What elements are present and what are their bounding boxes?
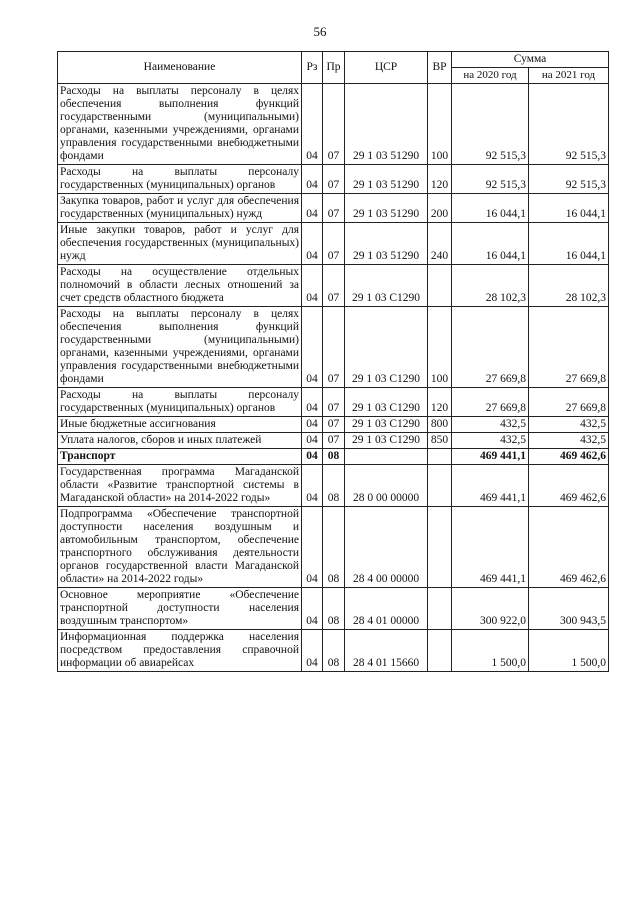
header-year-2020: на 2020 год [452, 68, 529, 84]
row-rz: 04 [302, 507, 323, 588]
row-name: Основное мероприятие «Обеспечение транспортной доступности населения воздушным транспортом» [58, 588, 302, 630]
row-pr: 08 [323, 507, 345, 588]
row-csr: 28 0 00 00000 [345, 465, 428, 507]
row-sum-2021: 432,5 [529, 433, 609, 449]
row-vr: 120 [428, 388, 452, 417]
row-csr: 29 1 03 С1290 [345, 388, 428, 417]
row-vr [428, 465, 452, 507]
row-rz: 04 [302, 223, 323, 265]
table-row [58, 417, 609, 433]
row-csr: 29 1 03 С1290 [345, 433, 428, 449]
row-pr: 07 [323, 84, 345, 165]
row-csr: 29 1 03 51290 [345, 84, 428, 165]
row-pr: 08 [323, 588, 345, 630]
row-sum-2021: 16 044,1 [529, 194, 609, 223]
row-name: Расходы на выплаты персоналу в целях обеспечения выполнения функций государственными (муниципальными) органами, казенными учреждениями, органами управления государственными внебюджетными фондами [58, 84, 302, 165]
row-sum-2020: 27 669,8 [452, 307, 529, 388]
row-sum-2021: 300 943,5 [529, 588, 609, 630]
row-vr: 850 [428, 433, 452, 449]
row-name: Расходы на выплаты персоналу государственных (муниципальных) органов [58, 388, 302, 417]
row-vr: 100 [428, 84, 452, 165]
row-sum-2020: 1 500,0 [452, 630, 529, 672]
row-rz: 04 [302, 194, 323, 223]
header-year-2021: на 2021 год [529, 68, 609, 84]
table-row [58, 165, 609, 194]
table-row [58, 388, 609, 417]
row-sum-2021: 27 669,8 [529, 388, 609, 417]
table-row [58, 465, 609, 507]
row-pr: 07 [323, 433, 345, 449]
row-name: Иные бюджетные ассигнования [58, 417, 302, 433]
row-csr [345, 449, 428, 465]
page-number: 56 [313, 24, 327, 39]
table-row [58, 194, 609, 223]
row-pr: 07 [323, 388, 345, 417]
row-vr [428, 507, 452, 588]
table-header-row [58, 52, 609, 68]
row-csr: 29 1 03 С1290 [345, 307, 428, 388]
row-name: Информационная поддержка населения посредством предоставления справочной информации об авиарейсах [58, 630, 302, 672]
row-pr: 07 [323, 417, 345, 433]
header-vr: ВР [428, 52, 452, 84]
table-row [58, 84, 609, 165]
row-pr: 08 [323, 449, 345, 465]
row-csr: 28 4 00 00000 [345, 507, 428, 588]
row-vr: 100 [428, 307, 452, 388]
header-pr: Пр [323, 52, 345, 84]
row-vr [428, 449, 452, 465]
table-row [58, 630, 609, 672]
row-vr: 200 [428, 194, 452, 223]
row-rz: 04 [302, 630, 323, 672]
header-name: Наименование [58, 52, 302, 84]
row-rz: 04 [302, 588, 323, 630]
row-name: Расходы на выплаты персоналу государственных (муниципальных) органов [58, 165, 302, 194]
row-vr [428, 265, 452, 307]
row-vr: 120 [428, 165, 452, 194]
row-name: Государственная программа Магаданской области «Развитие транспортной системы в Магаданской области» на 2014-2022 годы» [58, 465, 302, 507]
row-csr: 29 1 03 С1290 [345, 417, 428, 433]
row-sum-2020: 16 044,1 [452, 194, 529, 223]
row-rz: 04 [302, 265, 323, 307]
row-sum-2020: 469 441,1 [452, 449, 529, 465]
row-csr: 29 1 03 С1290 [345, 265, 428, 307]
row-rz: 04 [302, 449, 323, 465]
row-sum-2021: 92 515,3 [529, 84, 609, 165]
table-row [58, 588, 609, 630]
header-rz: Рз [302, 52, 323, 84]
row-sum-2020: 28 102,3 [452, 265, 529, 307]
row-csr: 29 1 03 51290 [345, 165, 428, 194]
row-name: Расходы на осуществление отдельных полномочий в области лесных отношений за счет средств областного бюджета [58, 265, 302, 307]
row-rz: 04 [302, 388, 323, 417]
row-sum-2021: 469 462,6 [529, 465, 609, 507]
row-pr: 07 [323, 223, 345, 265]
row-sum-2021: 1 500,0 [529, 630, 609, 672]
row-sum-2021: 16 044,1 [529, 223, 609, 265]
row-sum-2021: 27 669,8 [529, 307, 609, 388]
table-row [58, 265, 609, 307]
row-name: Иные закупки товаров, работ и услуг для обеспечения государственных (муниципальных) нужд [58, 223, 302, 265]
row-sum-2021: 469 462,6 [529, 449, 609, 465]
row-rz: 04 [302, 307, 323, 388]
row-vr [428, 588, 452, 630]
row-sum-2020: 300 922,0 [452, 588, 529, 630]
row-name: Транспорт [58, 449, 302, 465]
row-sum-2020: 92 515,3 [452, 84, 529, 165]
row-name: Уплата налогов, сборов и иных платежей [58, 433, 302, 449]
table-row [58, 507, 609, 588]
row-sum-2020: 92 515,3 [452, 165, 529, 194]
header-sum: Сумма [452, 52, 609, 68]
row-csr: 28 4 01 15660 [345, 630, 428, 672]
row-csr: 28 4 01 00000 [345, 588, 428, 630]
table-row [58, 307, 609, 388]
row-vr [428, 630, 452, 672]
row-rz: 04 [302, 465, 323, 507]
row-pr: 08 [323, 465, 345, 507]
row-csr: 29 1 03 51290 [345, 223, 428, 265]
row-pr: 07 [323, 307, 345, 388]
row-pr: 08 [323, 630, 345, 672]
row-sum-2021: 92 515,3 [529, 165, 609, 194]
row-pr: 07 [323, 165, 345, 194]
budget-table [57, 51, 609, 672]
table-row [58, 449, 609, 465]
row-vr: 800 [428, 417, 452, 433]
row-pr: 07 [323, 194, 345, 223]
row-sum-2020: 432,5 [452, 433, 529, 449]
row-rz: 04 [302, 165, 323, 194]
row-sum-2020: 27 669,8 [452, 388, 529, 417]
row-sum-2020: 469 441,1 [452, 507, 529, 588]
row-sum-2020: 16 044,1 [452, 223, 529, 265]
row-sum-2021: 432,5 [529, 417, 609, 433]
row-vr: 240 [428, 223, 452, 265]
row-csr: 29 1 03 51290 [345, 194, 428, 223]
row-rz: 04 [302, 84, 323, 165]
table-row [58, 433, 609, 449]
row-pr: 07 [323, 265, 345, 307]
row-sum-2020: 469 441,1 [452, 465, 529, 507]
row-name: Подпрограмма «Обеспечение транспортной доступности населения воздушным и автомобильным транспортом, обеспечение транспортного обслуживания деятельности органов государственной власти Магаданской области» на 2014-2022 годы» [58, 507, 302, 588]
header-csr: ЦСР [345, 52, 428, 84]
row-sum-2020: 432,5 [452, 417, 529, 433]
row-sum-2021: 28 102,3 [529, 265, 609, 307]
row-name: Закупка товаров, работ и услуг для обеспечения государственных (муниципальных) нужд [58, 194, 302, 223]
row-name: Расходы на выплаты персоналу в целях обеспечения выполнения функций государственными (муниципальными) органами, казенными учреждениями, органами управления государственными внебюджетными фондами [58, 307, 302, 388]
row-sum-2021: 469 462,6 [529, 507, 609, 588]
row-rz: 04 [302, 417, 323, 433]
table-row [58, 223, 609, 265]
row-rz: 04 [302, 433, 323, 449]
